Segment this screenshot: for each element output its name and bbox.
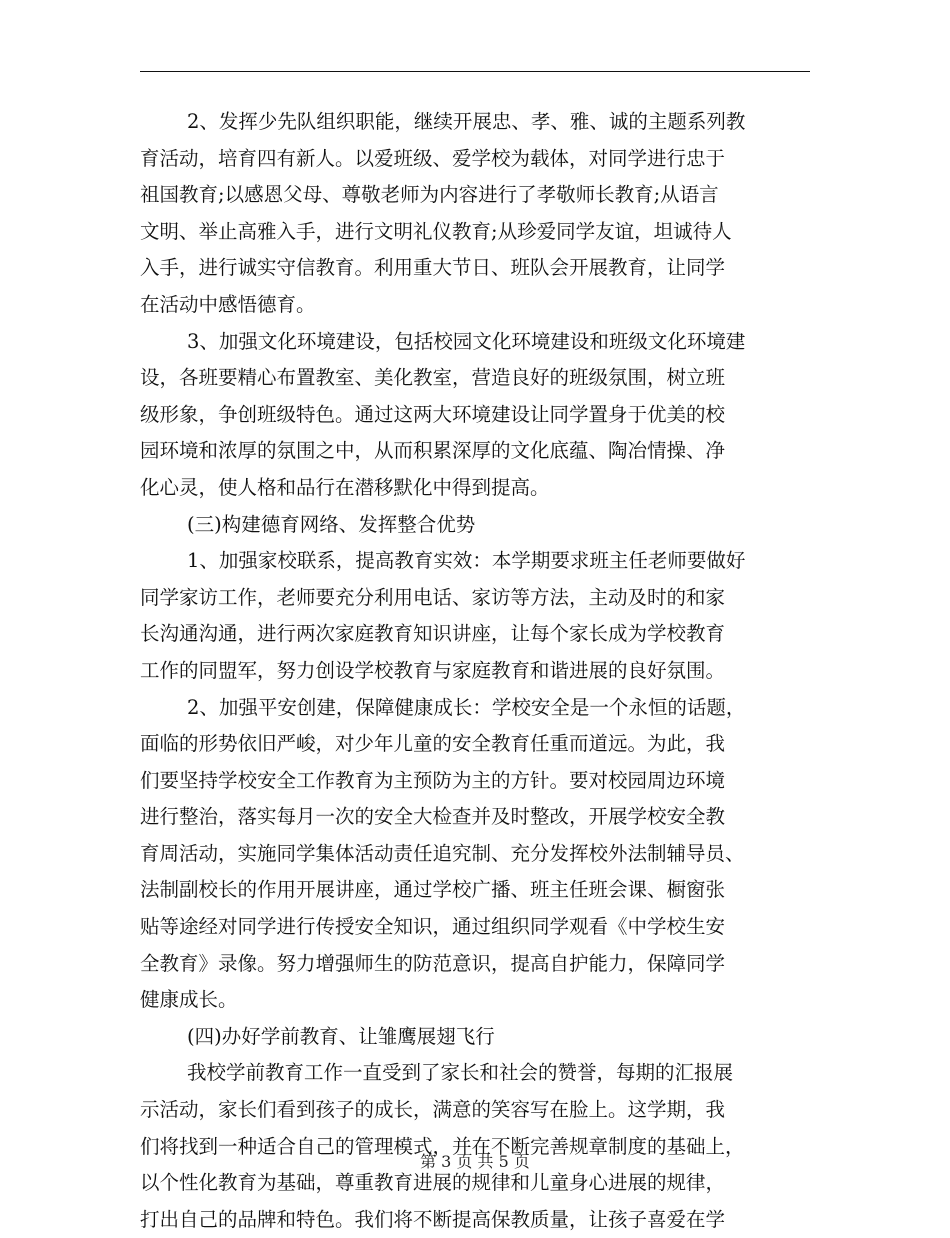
text-line: 以个性化教育为基础，尊重教育进展的规律和儿童身心进展的规律， xyxy=(140,1171,726,1195)
text-line: 法制副校长的作用开展讲座，通过学校广播、班主任班会课、橱窗张 xyxy=(140,878,726,902)
text-line: 进行整治，落实每月一次的安全大检查并及时整改，开展学校安全教 xyxy=(140,805,726,829)
text-line: 全教育》录像。努力增强师生的防范意识，提高自护能力，保障同学 xyxy=(140,951,726,975)
text-line: 化心灵，使人格和品行在潜移默化中得到提高。 xyxy=(140,475,550,499)
document-body xyxy=(140,104,812,1238)
text-line: 育周活动，实施同学集体活动责任追究制、充分发挥校外法制辅导员、 xyxy=(140,841,745,865)
text-line: 育活动，培育四有新人。以爱班级、爱学校为载体，对同学进行忠于 xyxy=(140,146,726,170)
text-line: 级形象，争创班级特色。通过这两大环境建设让同学置身于优美的校 xyxy=(140,402,726,426)
text-line: 长沟通沟通，进行两次家庭教育知识讲座，让每个家长成为学校教育 xyxy=(140,622,726,646)
header-rule xyxy=(140,71,810,72)
text-line: 3、加强文化环境建设，包括校园文化环境建设和班级文化环境建 xyxy=(187,329,746,353)
text-line: 工作的同盟军，努力创设学校教育与家庭教育和谐进展的良好氛围。 xyxy=(140,658,726,682)
text-line: 们将找到一种适合自己的管理模式，并在不断完善规章制度的基础上， xyxy=(140,1134,745,1158)
text-line: 我校学前教育工作一直受到了家长和社会的赞誉，每期的汇报展 xyxy=(187,1061,734,1085)
text-line: 祖国教育;以感恩父母、尊敬老师为内容进行了孝敬师长教育;从语言 xyxy=(140,183,719,207)
text-line: 健康成长。 xyxy=(140,988,238,1012)
text-line: 在活动中感悟德育。 xyxy=(140,292,316,316)
text-line: 入手，进行诚实守信教育。利用重大节日、班队会开展教育，让同学 xyxy=(140,256,726,280)
text-line: 同学家访工作，老师要充分利用电话、家访等方法，主动及时的和家 xyxy=(140,585,726,609)
text-line: 们要坚持学校安全工作教育为主预防为主的方针。要对校园周边环境 xyxy=(140,768,726,792)
text-line: 2、加强平安创建，保障健康成长：学校安全是一个永恒的话题， xyxy=(187,695,746,719)
text-line: 面临的形势依旧严峻，对少年儿童的安全教育任重而道远。为此，我 xyxy=(140,732,726,756)
text-line: 园环境和浓厚的氛围之中，从而积累深厚的文化底蕴、陶冶情操、净 xyxy=(140,439,726,463)
text-line: 示活动，家长们看到孩子的成长，满意的笑容写在脸上。这学期，我 xyxy=(140,1098,726,1122)
text-line: (三)构建德育网络、发挥整合优势 xyxy=(187,512,476,536)
text-line: 2、发挥少先队组织职能，继续开展忠、孝、雅、诚的主题系列教 xyxy=(187,110,746,133)
text-line: 文明、举止高雅入手，进行文明礼仪教育;从珍爱同学友谊，坦诚待人 xyxy=(140,219,732,243)
text-line: 1、加强家校联系，提高教育实效：本学期要求班主任老师要做好 xyxy=(187,549,746,573)
text-line: 设，各班要精心布置教室、美化教室，营造良好的班级氛围，树立班 xyxy=(140,366,726,390)
text-line: 贴等途经对同学进行传授安全知识，通过组织同学观看《中学校生安 xyxy=(140,915,726,939)
text-line: 打出自己的品牌和特色。我们将不断提高保教质量，让孩子喜爱在学 xyxy=(140,1207,726,1231)
page-footer: 第 3 页 共 5 页 xyxy=(420,1152,530,1171)
text-line: (四)办好学前教育、让雏鹰展翅飞行 xyxy=(187,1024,495,1048)
